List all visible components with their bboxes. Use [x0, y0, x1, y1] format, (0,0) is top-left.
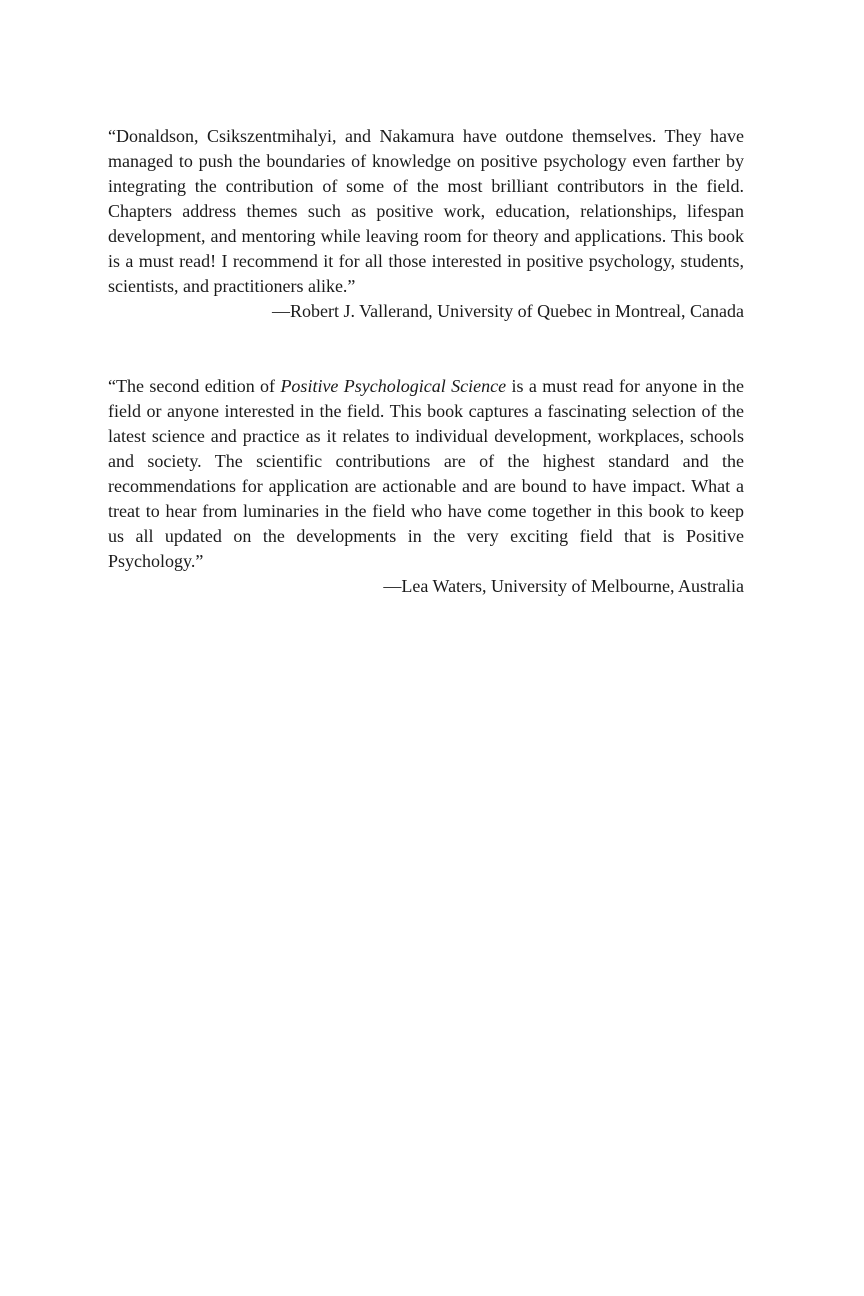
quote-lead-in: “The second edition of	[108, 376, 281, 396]
quote-body: is a must read for anyone in the field or anyone interested in the field. This book captures a fascinating selection of the latest science and practice as it relates to individual development, workplaces, schools and society. The scientific contributions are of the highest standard and the recommendations for application are actionable and are bound to have impact. What a treat to hear from luminaries in the field who have come together in this book to keep us all updated on the developments in the very exciting field that is Positive Psychology.”	[108, 376, 744, 571]
endorsement-vallerand	[108, 124, 744, 324]
endorsement-quote: “Donaldson, Csikszentmihalyi, and Nakamura have outdone themselves. They have managed to push the boundaries of knowledge on positive psychology even farther by integrating the contribution of some of the most brilliant contributors in the field. Chapters address themes such as positive work, education, relationships, lifespan development, and mentoring while leaving room for theory and applications. This book is a must read! I recommend it for all those interested in positive psychology, students, scientists, and practitioners alike.”	[108, 126, 744, 296]
book-title: Positive Psychological Science	[280, 376, 507, 396]
endorsement-quote	[108, 374, 744, 574]
endorsements-page	[108, 124, 744, 599]
endorsement-attribution: —Robert J. Vallerand, University of Quebec in Montreal, Canada	[271, 301, 744, 321]
endorsement-waters	[108, 374, 744, 599]
endorsement-attribution: —Lea Waters, University of Melbourne, Australia	[383, 576, 744, 596]
